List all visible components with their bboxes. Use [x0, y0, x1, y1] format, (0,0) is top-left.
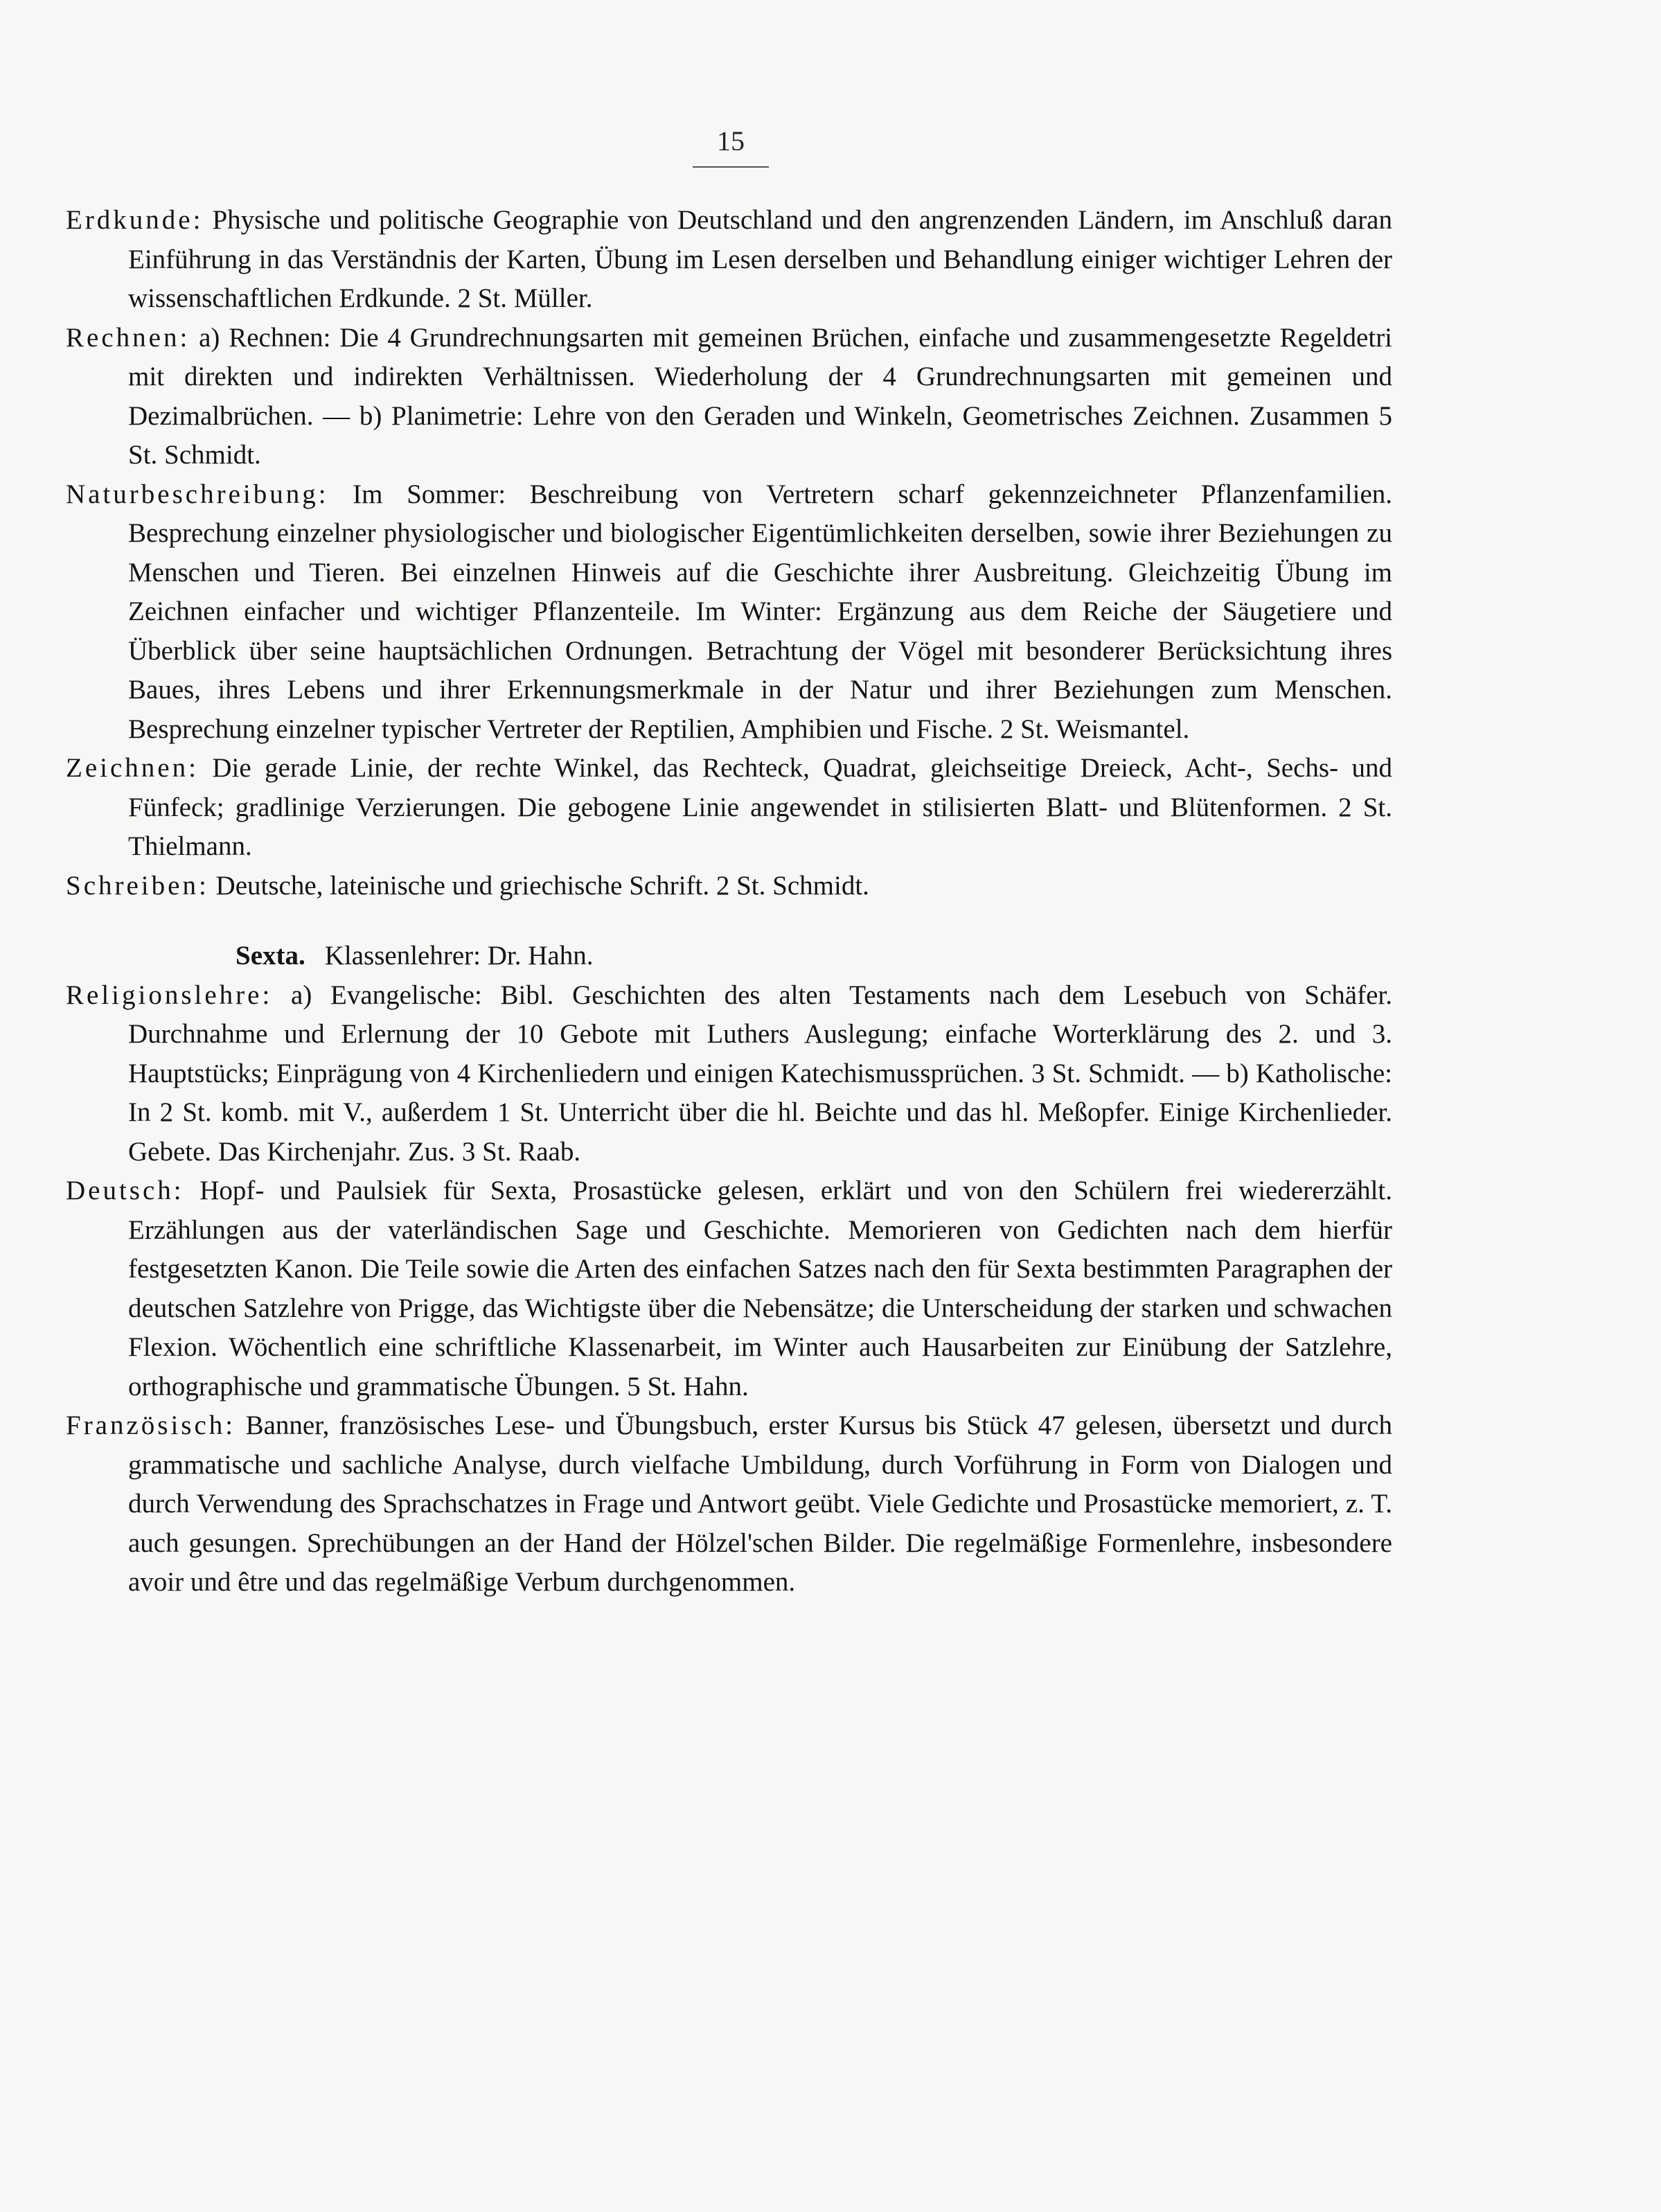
entry-heading: Französisch:: [66, 1410, 236, 1440]
entry-text: a) Rechnen: Die 4 Grundrechnungsarten mit gemeinen Brüchen, einfache und zusammengesetzte Regeldetri mit direkten und indirekten Verhältnissen. Wiederholung der 4 Grundrechnungsarten mit gemeinen und Dezimalbrüchen. — b) Planimetrie: Lehre von den Geraden und Winkeln, Geometrisches Zeichnen. Zusammen 5 St. Schmidt.: [128, 322, 1393, 470]
entry-heading: Deutsch:: [66, 1176, 184, 1205]
entry-heading: Zeichnen:: [66, 753, 199, 783]
page-number-rule: [693, 166, 769, 168]
entry-deutsch: [66, 1171, 1392, 1406]
entry-franzoesisch: [66, 1406, 1392, 1602]
entry-schreiben: [66, 867, 1392, 906]
entry-rechnen: [66, 319, 1392, 475]
entry-text: Hopf- und Paulsiek für Sexta, Prosastücke gelesen, erklärt und von den Schülern frei wiedererzählt. Erzählungen aus der vaterländischen Sage und Geschichte. Memorieren von Gedichten nach dem hierfür festgesetzten Kanon. Die Teile sowie die Arten des einfachen Satzes nach den für Sexta bestimmten Paragraphen der deutschen Satzlehre von Prigge, das Wichtigste über die Nebensätze; die Unterscheidung der starken und schwachen Flexion. Wöchentlich eine schriftliche Klassenarbeit, im Winter auch Hausarbeiten zur Einübung der Satzlehre, orthographische und grammatische Übungen. 5 St. Hahn.: [128, 1176, 1393, 1401]
class-teacher: Klassenlehrer: Dr. Hahn.: [324, 941, 594, 971]
entry-religionslehre: [66, 976, 1392, 1172]
entry-heading: Erdkunde:: [66, 205, 204, 235]
page-number: 15: [717, 125, 745, 157]
entry-naturbeschreibung: [66, 475, 1392, 750]
entry-heading: Rechnen:: [66, 322, 190, 353]
entry-text: Im Sommer: Beschreibung von Vertretern scharf gekennzeichneter Pflanzenfamilien. Besprechung einzelner physiologischer und biologischer Eigentümlichkeiten derselben, sowie ihrer Beziehungen zu Menschen und Tieren. Bei einzelnen Hinweis auf die Geschichte ihrer Ausbreitung. Gleichzeitig Übung im Zeichnen einfacher und wichtiger Pflanzenteile. Im Winter: Ergänzung aus dem Reiche der Säugetiere und Überblick über seine hauptsächlichen Ordnungen. Betrachtung der Vögel mit besonderer Berücksichtung ihres Baues, ihres Lebens und ihrer Erkennungsmerkmale in der Natur und ihrer Beziehungen zum Menschen. Besprechung einzelner typischer Vertreter der Reptilien, Amphibien und Fische. 2 St. Weismantel.: [128, 479, 1393, 744]
entry-heading: Naturbeschreibung:: [66, 479, 329, 509]
entry-text: Die gerade Linie, der rechte Winkel, das Rechteck, Quadrat, gleichseitige Dreieck, Acht-, Sechs- und Fünfeck; gradlinige Verzierungen. Die gebogene Linie angewendet in stilisierten Blatt- und Blütenformen. 2 St. Thielmann.: [128, 753, 1393, 861]
page-body: [66, 201, 1392, 1602]
class-name: Sexta.: [236, 941, 305, 971]
entry-heading: Religionslehre:: [66, 980, 273, 1010]
entry-zeichnen: [66, 749, 1392, 867]
entry-text: a) Evangelische: Bibl. Geschichten des alten Testaments nach dem Lesebuch von Schäfer. Durchnahme und Erlernung der 10 Gebote mit Luthers Auslegung; einfache Worterklärung des 2. und 3. Hauptstücks; Einprägung von 4 Kirchenliedern und einigen Katechismussprüchen. 3 St. Schmidt. — b) Katholische: In 2 St. komb. mit V., außerdem 1 St. Unterricht über die hl. Beichte und das hl. Meßopfer. Einige Kirchenlieder. Gebete. Das Kirchenjahr. Zus. 3 St. Raab.: [128, 980, 1392, 1167]
class-heading-sexta: [236, 937, 1392, 976]
entry-erdkunde: [66, 201, 1392, 319]
entry-text: Banner, französisches Lese- und Übungsbuch, erster Kursus bis Stück 47 gelesen, übersetzt und durch grammatische und sachliche Analyse, durch vielfache Umbildung, durch Vorführung in Form von Dialogen und durch Verwendung des Sprachschatzes in Frage und Antwort geübt. Viele Gedichte und Prosastücke memoriert, z. T. auch gesungen. Sprechübungen an der Hand der Hölzel'schen Bilder. Die regelmäßige Formenlehre, insbesondere avoir und être und das regelmäßige Verbum durchgenommen.: [128, 1410, 1393, 1597]
entry-text: Physische und politische Geographie von Deutschland und den angrenzenden Ländern, im Anschluß daran Einführung in das Verständnis der Karten, Übung im Lesen derselben und Behandlung einiger wichtiger Lehren der wissenschaftlichen Erdkunde. 2 St. Müller.: [128, 205, 1392, 313]
entry-heading: Schreiben:: [66, 870, 209, 901]
entry-text: Deutsche, lateinische und griechische Schrift. 2 St. Schmidt.: [215, 870, 869, 901]
